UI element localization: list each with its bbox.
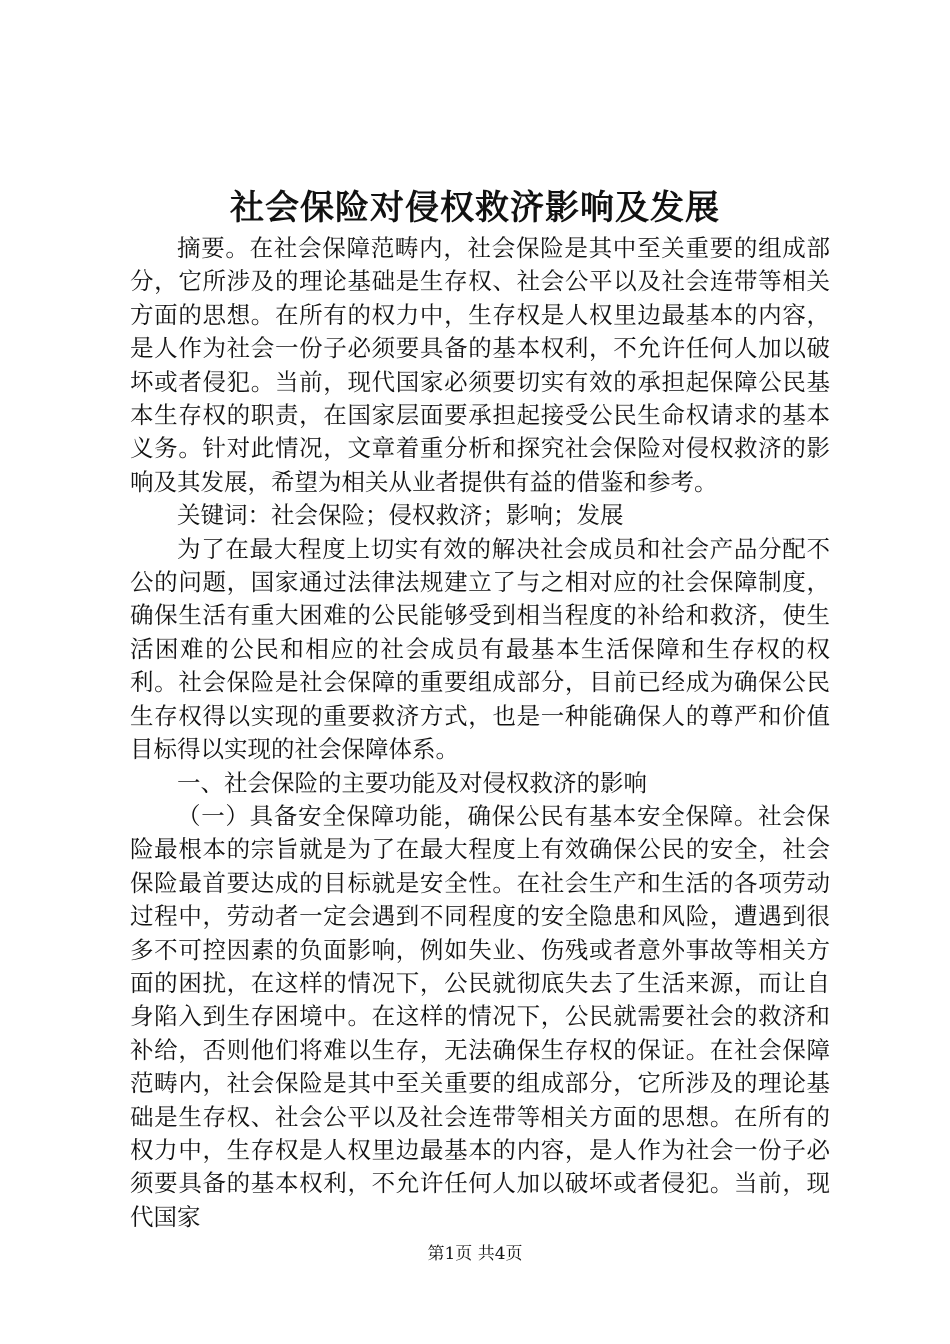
intro-paragraph: 为了在最大程度上切实有效的解决社会成员和社会产品分配不公的问题，国家通过法律法规建立了与之相对应的社会保障制度，确保生活有重大困难的公民能够受到相当程度的补给和救济，使生活困难的公民和相应的社会成员有最基本生活保障和生存权的权利。社会保险是社会保障的重要组成部分，目前已经成为确保公民生存权得以实现的重要救济方式，也是一种能确保人的尊严和价值目标得以实现的社会保障体系。 [130,534,830,764]
subsection-paragraph: （一）具备安全保障功能，确保公民有基本安全保障。社会保险最根本的宗旨就是为了在最大程度上有效确保公民的安全，社会保险最首要达成的目标就是安全性。在社会生产和生活的各项劳动过程中，劳动者一定会遇到不同程度的安全隐患和风险，遭遇到很多不可控因素的负面影响，例如失业、伤残或者意外事故等相关方面的困扰，在这样的情况下，公民就彻底失去了生活来源，而让自身陷入到生存困境中。在这样的情况下，公民就需要社会的救济和补给，否则他们将难以生存，无法确保生存权的保证。在社会保障范畴内，社会保险是其中至关重要的组成部分，它所涉及的理论基础是生存权、社会公平以及社会连带等相关方面的思想。在所有的权力中，生存权是人权里边最基本的内容，是人作为社会一份子必须要具备的基本权利，不允许任何人加以破坏或者侵犯。当前，现代国家 [130,801,830,1231]
section-heading: 一、社会保险的主要功能及对侵权救济的影响 [177,768,647,797]
keywords-paragraph: 关键词：社会保险；侵权救济；影响；发展 [177,501,624,530]
document-body [130,232,830,1234]
page-footer: 第1页 共4页 [427,1244,523,1264]
document-title: 社会保险对侵权救济影响及发展 [230,188,720,228]
abstract-paragraph: 摘要。在社会保障范畴内，社会保险是其中至关重要的组成部分，它所涉及的理论基础是生存权、社会公平以及社会连带等相关方面的思想。在所有的权力中，生存权是人权里边最基本的内容，是人作为社会一份子必须要具备的基本权利，不允许任何人加以破坏或者侵犯。当前，现代国家必须要切实有效的承担起保障公民基本生存权的职责，在国家层面要承担起接受公民生命权请求的基本义务。针对此情况，文章着重分析和探究社会保险对侵权救济的影响及其发展，希望为相关从业者提供有益的借鉴和参考。 [130,234,830,496]
